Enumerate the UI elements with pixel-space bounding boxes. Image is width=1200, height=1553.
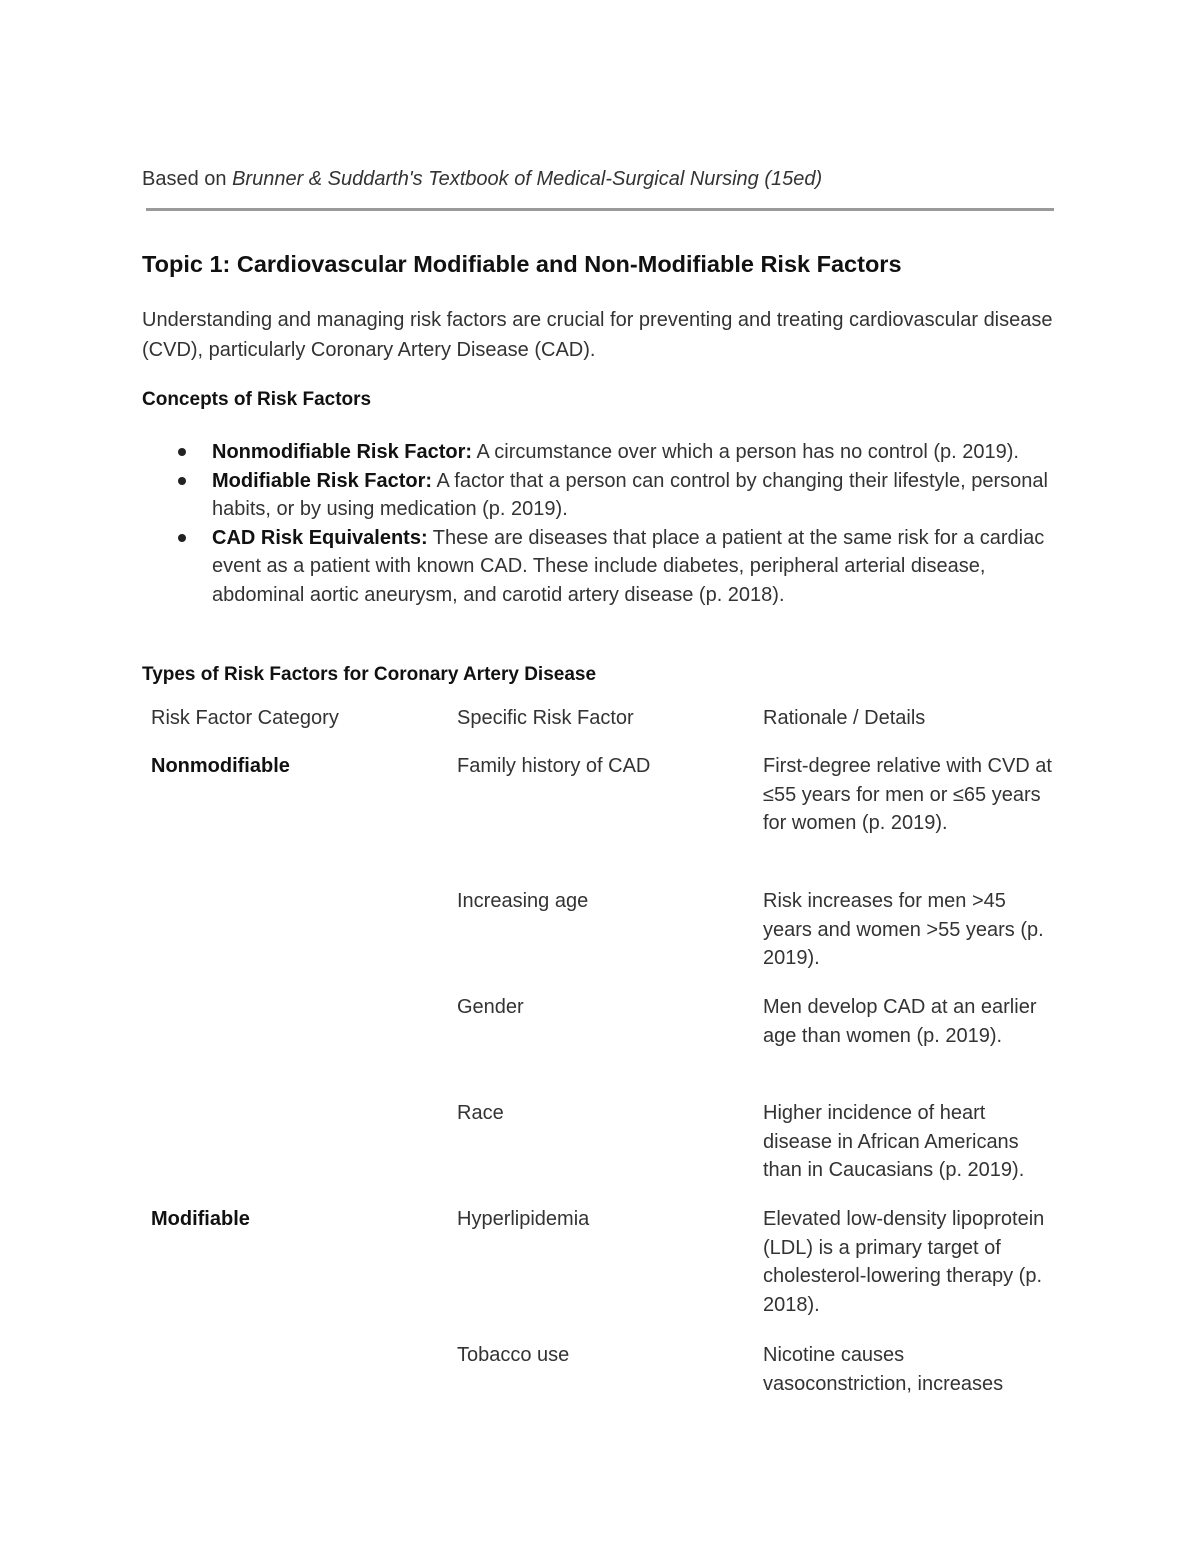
- concepts-heading: Concepts of Risk Factors: [142, 389, 372, 410]
- concept-term: Nonmodifiable Risk Factor:: [212, 441, 473, 463]
- source-citation: [142, 165, 822, 193]
- concept-term: CAD Risk Equivalents:: [212, 526, 428, 549]
- concept-term: Modifiable Risk Factor:: [212, 469, 433, 492]
- table-cell-details: Elevated low-density lipoprotein (LDL) is a primary target of cholesterol-lowering therapy (p. 2018).: [763, 1208, 1045, 1316]
- list-item: [212, 467, 1062, 524]
- concepts-list: [212, 438, 1062, 609]
- column-header-category: Risk Factor Category: [151, 707, 339, 729]
- table-cell-details: First-degree relative with CVD at ≤55 years for men or ≤65 years for women (p. 2019).: [763, 755, 1052, 834]
- column-header-details: Rationale / Details: [763, 707, 926, 729]
- source-book-title: Brunner & Suddarth's Textbook of Medical-Surgical Nursing (15ed): [232, 168, 823, 190]
- table-cell-details: Men develop CAD at an earlier age than women (p. 2019).: [763, 996, 1037, 1047]
- intro-paragraph: Understanding and managing risk factors are crucial for preventing and treating cardiovascular disease (CVD), particularly Coronary Artery Disease (CAD).: [142, 309, 1053, 361]
- table-cell-category: Modifiable: [151, 1208, 250, 1230]
- concept-text: These are diseases that place a patient at the same risk for a cardiac event as a patient with known CAD. These include diabetes, peripheral arterial disease, abdominal aortic aneurysm, and carotid artery disease (p. 2018).: [212, 526, 1045, 606]
- column-header-factor: Specific Risk Factor: [457, 707, 634, 729]
- table-cell-factor: Family history of CAD: [457, 755, 651, 777]
- list-item: [212, 524, 1062, 610]
- horizontal-rule: [146, 208, 1054, 211]
- concept-text: A circumstance over which a person has no control (p. 2019).: [472, 441, 1019, 463]
- source-prefix: Based on: [142, 168, 233, 190]
- risk-table-heading: Types of Risk Factors for Coronary Artery Disease: [142, 664, 597, 685]
- bullet-icon: [178, 534, 186, 542]
- table-cell-factor: Hyperlipidemia: [457, 1208, 590, 1230]
- topic-title: Topic 1: Cardiovascular Modifiable and Non-Modifiable Risk Factors: [142, 251, 902, 277]
- table-cell-details: Risk increases for men >45 years and women >55 years (p. 2019).: [763, 890, 1044, 969]
- list-item: [212, 438, 1062, 467]
- table-cell-factor: Tobacco use: [457, 1344, 570, 1366]
- table-cell-category: Nonmodifiable: [151, 755, 290, 777]
- table-cell-details: Nicotine causes vasoconstriction, increases: [763, 1344, 1004, 1395]
- table-cell-factor: Race: [457, 1102, 504, 1124]
- concept-text: A factor that a person can control by changing their lifestyle, personal habits, or by using medication (p. 2019).: [212, 469, 1048, 520]
- bullet-icon: [178, 448, 186, 456]
- table-cell-details: Higher incidence of heart disease in African Americans than in Caucasians (p. 2019).: [763, 1102, 1025, 1181]
- bullet-icon: [178, 477, 186, 485]
- table-cell-factor: Increasing age: [457, 890, 589, 912]
- table-cell-factor: Gender: [457, 996, 524, 1018]
